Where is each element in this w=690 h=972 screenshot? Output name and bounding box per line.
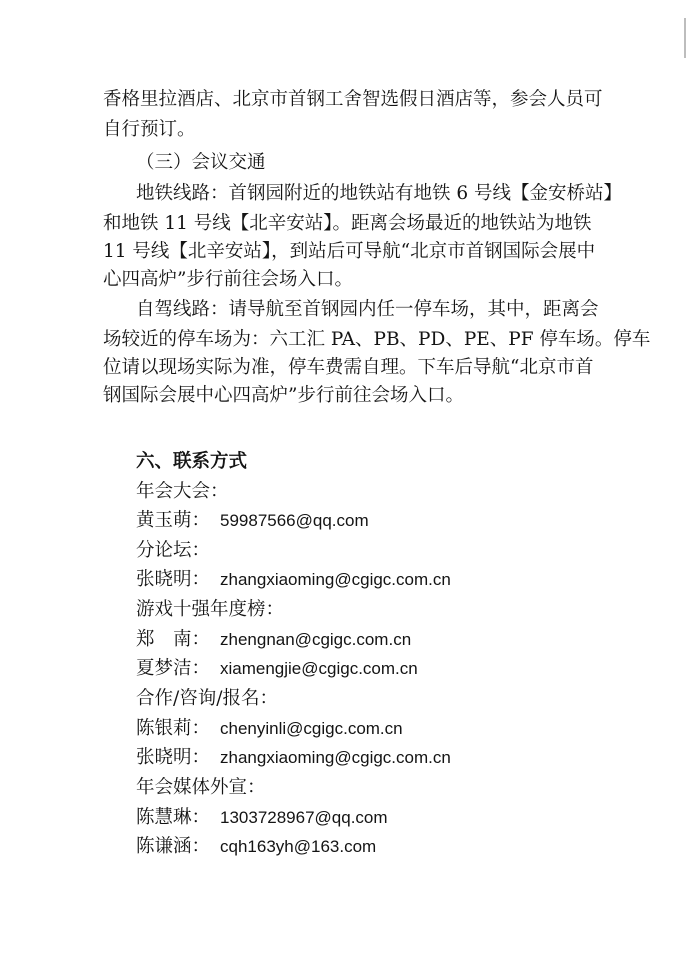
contact-group-label: 年会大会： [136,481,229,502]
contact-email: zhangxiaoming@cgigc.com.cn [220,570,451,589]
contact-name: 张晓明： [136,747,211,768]
contact-email: xiamengjie@cgigc.com.cn [220,659,418,678]
paragraph-line: 11 号线【北辛安站】，到站后可导航“北京市首钢国际会展中 [103,241,596,262]
contact-name: 郑 南： [136,629,211,650]
contact-row [136,628,411,652]
paragraph-line: 地铁线路：首钢园附近的地铁站有地铁 6 号线【金安桥站】 [136,183,623,204]
contact-email: chenyinli@cgigc.com.cn [220,719,403,738]
scan-edge-mark [684,18,686,58]
paragraph-line: 和地铁 11 号线【北辛安站】。距离会场最近的地铁站为地铁 [103,213,592,234]
paragraph-line: 钢国际会展中心四高炉”步行前往会场入口。 [103,385,464,406]
contact-email: 1303728967@qq.com [220,808,388,827]
paragraph-line: 香格里拉酒店、北京市首钢工舍智选假日酒店等，参会人员可 [103,89,603,110]
contact-name: 张晓明： [136,569,211,590]
contact-group-label: 合作/咨询/报名： [136,688,278,709]
contact-row [136,717,403,741]
paragraph-line: 自驾线路：请导航至首钢园内任一停车场，其中，距离会 [136,299,599,320]
section-subheading: （三）会议交通 [136,152,266,173]
contact-name: 陈慧琳： [136,807,211,828]
paragraph-line: 自行预订。 [103,119,196,140]
contact-row [136,568,451,592]
contact-email: zhengnan@cgigc.com.cn [220,630,412,649]
contact-row [136,657,418,681]
paragraph-line: 心四高炉”步行前往会场入口。 [103,269,353,290]
contact-group-label: 年会媒体外宣： [136,777,266,798]
contact-row [136,835,376,859]
contact-row [136,806,388,830]
contact-email: 59987566@qq.com [220,511,369,530]
contact-group-label: 游戏十强年度榜： [136,599,285,620]
paragraph-line: 场较近的停车场为：六工汇 PA、PB、PD、PE、PF 停车场。停车 [103,329,651,350]
contact-row [136,509,369,533]
contact-name: 陈银莉： [136,718,211,739]
contact-row [136,746,451,770]
contact-email: cqh163yh@163.com [220,837,377,856]
contact-group-label: 分论坛： [136,540,211,561]
contact-name: 黄玉萌： [136,510,211,531]
paragraph-line: 位请以现场实际为准，停车费需自理。下车后导航“北京市首 [103,357,594,378]
contact-name: 夏梦洁： [136,658,211,679]
contact-email: zhangxiaoming@cgigc.com.cn [220,748,451,767]
contact-name: 陈谦涵： [136,836,211,857]
contact-heading: 六、联系方式 [136,451,248,472]
